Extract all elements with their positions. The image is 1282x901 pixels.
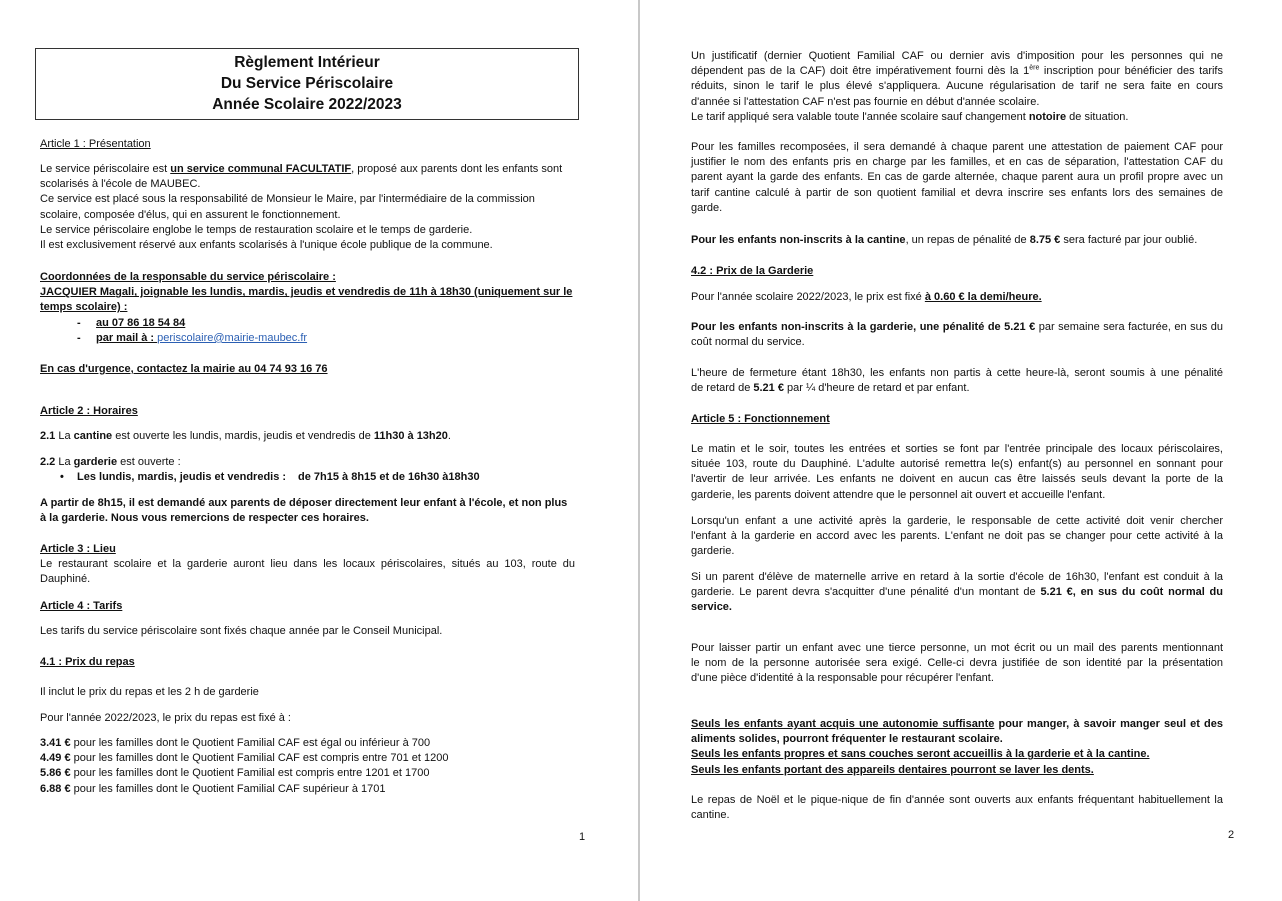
document-title-box: [35, 48, 579, 120]
text: Le restaurant scolaire et la garderie auront lieu dans les locaux périscolaires, situés au 103, route du: [40, 558, 575, 571]
text: d'année si l'attestation CAF n'est pas fournie en début d'année scolaire.: [691, 95, 1040, 108]
text: .: [447, 430, 451, 442]
tariff-row: [40, 736, 585, 751]
contact-phone[interactable]: au 07 86 18 54 84: [96, 316, 186, 329]
article-5-heading: Article 5 : Fonctionnement: [691, 413, 830, 425]
text: pour manger, à savoir manger seul et des: [994, 718, 1223, 730]
bullet-hours: de 7h15 à 8h15 et de 16h30 à18h30: [298, 471, 480, 484]
emphasis: à 0.60 € la demi/heure.: [924, 291, 1042, 303]
text: garderie. Le parent devra s'acquitter d'une pénalité d'un montant de: [691, 586, 1041, 599]
article-5-conditions: [691, 717, 1223, 778]
text: Seuls les enfants ayant acquis une autonomie suffisante: [691, 718, 995, 730]
contact-mail-label: par mail à :: [96, 331, 158, 344]
text: le nom de la personne autorisée sera exigé. Celle-ci devra justifiée de son identité par la présentation: [691, 657, 1223, 670]
text: de retard de: [691, 382, 754, 395]
page-number: 1: [579, 831, 586, 843]
text: dépendent pas de la CAF) doit être impérativement fourni dès la 1: [691, 65, 1030, 78]
emphasis: cantine: [73, 430, 113, 442]
superscript: ère: [1029, 64, 1040, 72]
late-penalty: [691, 366, 1223, 396]
tariff-row: [40, 782, 585, 797]
article-2-notice: [40, 496, 585, 526]
text: Seuls les enfants propres et sans couches seront accueillis à la garderie et à la cantine.: [691, 748, 1150, 761]
text: justifier le nom des enfants pris en charge par les familles, et en cas de séparation, l'attestation CAF du: [691, 156, 1223, 169]
tariff-condition: pour les familles dont le Quotient Familial est compris entre 1201 et 1700: [70, 767, 430, 780]
text: La: [55, 456, 74, 468]
dash-bullet: -: [77, 316, 81, 329]
emphasis: 8.75 €: [1029, 234, 1061, 246]
text: garde.: [691, 201, 723, 214]
text: Pour les familles recomposées, il sera demandé à chaque parent une attestation de paiement CAF pour: [691, 141, 1223, 153]
text: Pour laisser partir un enfant avec une tierce personne, un mot écrit ou un mail des parents mentionnant: [691, 642, 1223, 654]
text: parent ayant la garde des enfants. En cas de garde alternée, chaque parent aura un profil propre avec un: [691, 171, 1223, 184]
text: Pour l'année scolaire 2022/2023, le prix est fixé: [691, 291, 925, 303]
text: Si un parent d'élève de maternelle arrive en retard à la sortie d'école de 16h30, l'enfant est conduit à la: [691, 571, 1223, 583]
text: par ¼ d'heure de retard et par enfant.: [783, 382, 970, 395]
text: Ce service est placé sous la responsabilité de Monsieur le Maire, par l'intermédiaire de la commission: [40, 193, 535, 206]
tariff-row: [40, 766, 585, 781]
bullet-icon: •: [60, 471, 64, 484]
text: Le service périscolaire est: [40, 163, 171, 175]
tariff-price: 6.88 €: [40, 782, 71, 795]
title-line-1: Règlement Intérieur: [234, 54, 380, 71]
tariff-condition: pour les familles dont le Quotient Familial CAF est égal ou inférieur à 700: [70, 737, 431, 749]
article-2-canteen: [40, 429, 585, 444]
article-5-christmas: [691, 793, 1223, 823]
bullet-days: Les lundis, mardis, jeudis et vendredis :: [77, 471, 287, 484]
text: Le matin et le soir, toutes les entrées et sorties se font par l'entrée principale des locaux périscolaires,: [691, 443, 1223, 455]
tariff-list: [40, 736, 585, 797]
text: A partir de 8h15, il est demandé aux parents de déposer directement leur enfant à l'école, et non plus: [40, 497, 568, 509]
justificatif-paragraph: [691, 49, 1223, 125]
dash-bullet: -: [77, 331, 81, 344]
emphasis: service.: [691, 601, 732, 614]
text: scolarisés à l'école de MAUBEC.: [40, 178, 201, 191]
tariff-condition: pour les familles dont le Quotient Familial CAF est compris entre 701 et 1200: [70, 752, 449, 765]
emphasis: notoire: [1028, 110, 1067, 123]
text: Lorsqu'un enfant a une activité après la garderie, le responsable de cette activité doit venir chercher: [691, 515, 1223, 527]
text: est ouverte les lundis, mardis, jeudis et vendredis de: [112, 430, 374, 442]
page-2: [640, 0, 1282, 901]
contact-name-cont: temps scolaire) :: [40, 301, 128, 314]
text: Dauphiné.: [40, 573, 91, 586]
text: La: [55, 430, 74, 442]
text: Un justificatif (dernier Quotient Familial CAF ou dernier avis d'imposition pour les personnes qui ne: [691, 50, 1223, 62]
text: l'enfant à la garderie en accord avec les parents. L'enfant ne doit pas se changer pour cette activité à la: [691, 530, 1223, 543]
emergency-notice: En cas d'urgence, contactez la mairie au 04 74 93 16 76: [40, 363, 328, 375]
emphasis: 11h30 à 13h20: [373, 430, 448, 442]
emphasis: Pour les enfants non-inscrits à la cantine: [691, 234, 906, 246]
text: garderie.: [691, 545, 735, 558]
section-4-1-text: Il inclut le prix du repas et les 2 h de garderie: [40, 686, 259, 698]
page-1: [0, 0, 638, 901]
article-5-entries: [691, 442, 1223, 503]
emphasis: garderie: [73, 456, 118, 468]
canteen-penalty: [691, 233, 1226, 248]
contact-name: JACQUIER Magali, joignable les lundis, mardis, jeudis et vendredis de 11h à 18h30 (uniquement sur le: [40, 286, 573, 299]
page-number: 2: [1228, 829, 1235, 841]
section-4-2-heading: 4.2 : Prix de la Garderie: [691, 265, 814, 277]
garderie-price: [691, 290, 1042, 305]
article-1-heading: Article 1 : Présentation: [40, 138, 151, 150]
article-3: [40, 542, 575, 588]
text: aliments solides, pourront fréquenter le restaurant scolaire.: [691, 733, 1003, 746]
text: inscription pour bénéficier des tarifs: [1039, 65, 1223, 78]
recomposed-families-paragraph: [691, 140, 1223, 216]
tariff-row: [40, 751, 585, 766]
article-4-heading: Article 4 : Tarifs: [40, 600, 123, 612]
article-2-heading: Article 2 : Horaires: [40, 405, 138, 417]
text: , proposé aux parents dont les enfants sont: [351, 163, 563, 175]
section-4-1-intro: Pour l'année 2022/2023, le prix du repas est fixé à :: [40, 712, 291, 724]
contact-heading: Coordonnées de la responsable du service périscolaire :: [40, 271, 336, 283]
text: Le repas de Noël et le pique-nique de fin d'année sont ouverts aux enfants fréquentant habituellement la: [691, 794, 1223, 806]
text: de situation.: [1066, 110, 1129, 123]
tariff-condition: pour les familles dont le Quotient Familial CAF supérieur à 1701: [70, 782, 386, 795]
text: garderie, les parents doivent attendre que le personnel ait ouvert et accueille l'enfant.: [691, 488, 1106, 501]
article-5-activities: [691, 514, 1223, 560]
text: Le service périscolaire englobe le temps de restauration scolaire et le temps de garderie.: [40, 223, 473, 236]
title-line-2: Du Service Périscolaire: [220, 75, 394, 92]
emphasis: Pour les enfants non-inscrits à la garderie, une pénalité de 5.21 €: [691, 321, 1036, 333]
text: cantine.: [691, 809, 730, 822]
text: tarif cantine calculé à partir de son quotient familial et devra inscrire ses enfants lors des semaines de: [691, 186, 1223, 199]
text: coût normal du service.: [691, 336, 805, 349]
text: est ouverte :: [117, 456, 181, 468]
text: scolaire, composée d'élus, qui en assurent le fonctionnement.: [40, 208, 341, 221]
text: située 103, route du Dauphiné. L'adulte autorisé remettra le(s) enfant(s) au personnel en sonnant pour: [691, 458, 1223, 471]
text: L'heure de fermeture étant 18h30, les enfants non partis à cette heure-là, seront soumis à une pénalité: [691, 367, 1223, 379]
text: Il est exclusivement réservé aux enfants scolarisés à l'unique école publique de la commune.: [40, 239, 493, 252]
num: 2.1: [40, 430, 56, 442]
text: à la garderie. Nous vous remercions de respecter ces horaires.: [40, 512, 369, 525]
tariff-price: 4.49 €: [40, 752, 71, 765]
text: Le tarif appliqué sera valable toute l'année scolaire sauf changement: [691, 110, 1029, 123]
article-1-body: [40, 162, 580, 253]
text: l'avertir de leur arrivée. Les enfants ne doivent en aucun cas être laissés seuls devant la porte de la: [691, 473, 1223, 486]
article-5-maternelle: [691, 570, 1223, 616]
article-5-third-party: [691, 641, 1223, 687]
section-4-1-heading: 4.1 : Prix du repas: [40, 656, 135, 668]
text: sera facturé par jour oublié.: [1060, 234, 1198, 246]
text: par semaine sera facturée, en sus du: [1035, 321, 1223, 333]
title-line-3: Année Scolaire 2022/2023: [212, 96, 402, 113]
contact-block: [40, 270, 585, 346]
text: réduits, sinon le tarif le plus élevé s'appliquera. Aucune régularisation de tarif ne sera faite en cours: [691, 80, 1223, 93]
article-3-heading: Article 3 : Lieu: [40, 543, 116, 555]
article-4-text: Les tarifs du service périscolaire sont fixés chaque année par le Conseil Municipal.: [40, 625, 443, 637]
tariff-price: 5.86 €: [40, 767, 71, 780]
emphasis: un service communal FACULTATIF: [170, 163, 352, 175]
contact-email-link[interactable]: periscolaire@mairie-maubec.fr: [157, 331, 308, 344]
garderie-penalty: [691, 320, 1223, 350]
num: 2.2: [40, 456, 56, 468]
article-2-garderie: [40, 455, 585, 485]
text: d'une pièce d'identité à la responsable pour récupérer l'enfant.: [691, 672, 994, 685]
text: , un repas de pénalité de: [905, 234, 1030, 246]
emphasis: 5.21 €: [753, 382, 784, 395]
tariff-price: 3.41 €: [40, 737, 71, 749]
emphasis: 5.21 €, en sus du coût normal du: [1040, 586, 1224, 599]
text: Seuls les enfants portant des appareils dentaires pourront se laver les dents.: [691, 763, 1094, 776]
